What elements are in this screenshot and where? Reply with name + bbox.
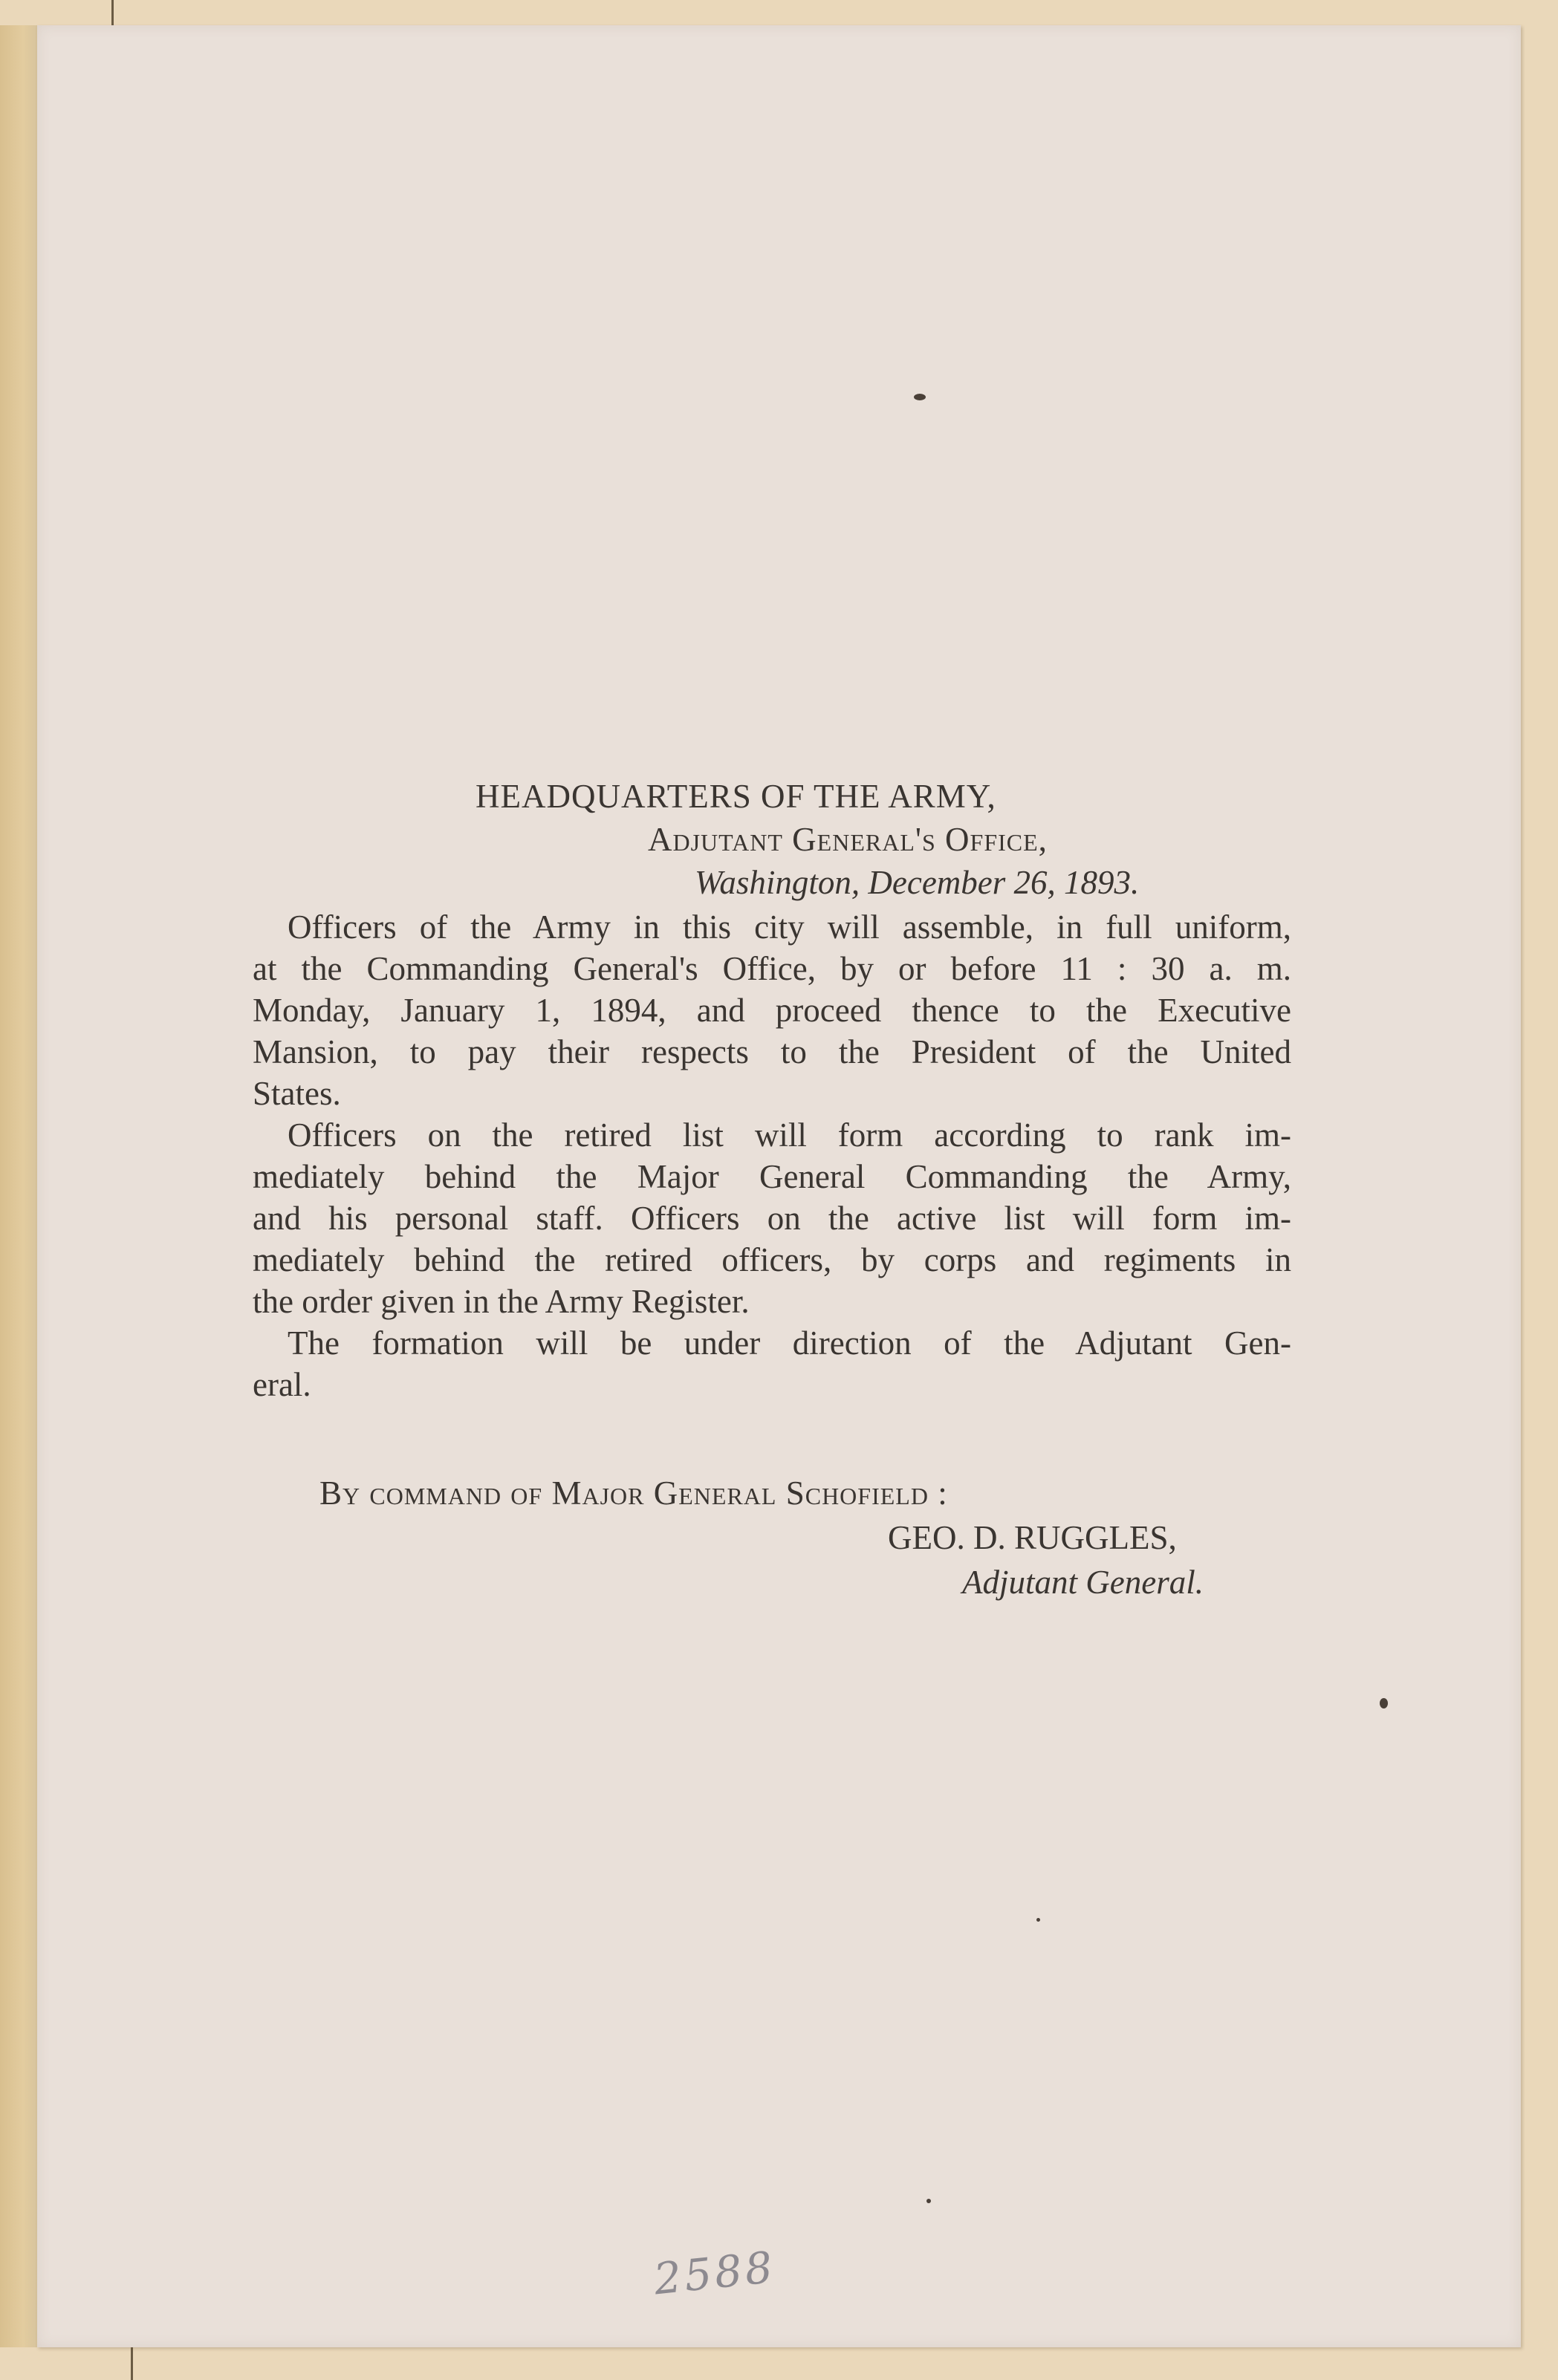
body-line: Monday, January 1, 1894, and proceed thence to the Executive bbox=[253, 992, 1291, 1029]
body-line: Officers on the retired list will form according to rank im- bbox=[288, 1116, 1291, 1154]
body-line: The formation will be under direction of the Adjutant Gen- bbox=[288, 1324, 1291, 1362]
mount-board-right bbox=[1521, 0, 1558, 2380]
paragraph-direction bbox=[253, 1322, 1291, 1405]
mount-board-bottom bbox=[0, 2347, 1558, 2380]
document-sheet bbox=[37, 25, 1521, 2347]
header-place-date: Washington, December 26, 1893. bbox=[695, 864, 1140, 901]
mount-board-top bbox=[0, 0, 1558, 25]
signer-title: Adjutant General. bbox=[962, 1564, 1204, 1601]
header-headquarters: HEADQUARTERS OF THE ARMY, bbox=[475, 778, 996, 815]
body-line: eral. bbox=[253, 1366, 311, 1403]
body-line: mediately behind the Major General Commanding the Army, bbox=[253, 1158, 1291, 1195]
body-line: Mansion, to pay their respects to the President of the United bbox=[253, 1033, 1291, 1070]
body-line: States. bbox=[253, 1075, 341, 1112]
command-line: By command of Major General Schofield : bbox=[319, 1475, 948, 1512]
ink-spot bbox=[926, 2199, 931, 2203]
paragraph-assembly bbox=[253, 906, 1291, 1114]
body-line: at the Commanding General's Office, by or before 11 : 30 a. m. bbox=[253, 950, 1291, 987]
body-line: Officers of the Army in this city will assemble, in full uniform, bbox=[288, 908, 1291, 946]
hinge-mark-bottom bbox=[131, 2347, 133, 2380]
ink-spot bbox=[914, 394, 926, 400]
order-body bbox=[253, 906, 1291, 1405]
body-line: and his personal staff. Officers on the active list will form im- bbox=[253, 1200, 1291, 1237]
ink-spot bbox=[1036, 1918, 1040, 1922]
paragraph-formation bbox=[253, 1114, 1291, 1322]
handwritten-catalog-number: 2588 bbox=[651, 2241, 778, 2305]
signer-name: GEO. D. RUGGLES, bbox=[888, 1519, 1177, 1556]
mount-board-left bbox=[0, 0, 39, 2380]
ink-spot bbox=[1380, 1698, 1388, 1708]
header-office: Adjutant General's Office, bbox=[648, 821, 1048, 858]
body-line: mediately behind the retired officers, by corps and regiments in bbox=[253, 1241, 1291, 1278]
body-line: the order given in the Army Register. bbox=[253, 1283, 750, 1320]
